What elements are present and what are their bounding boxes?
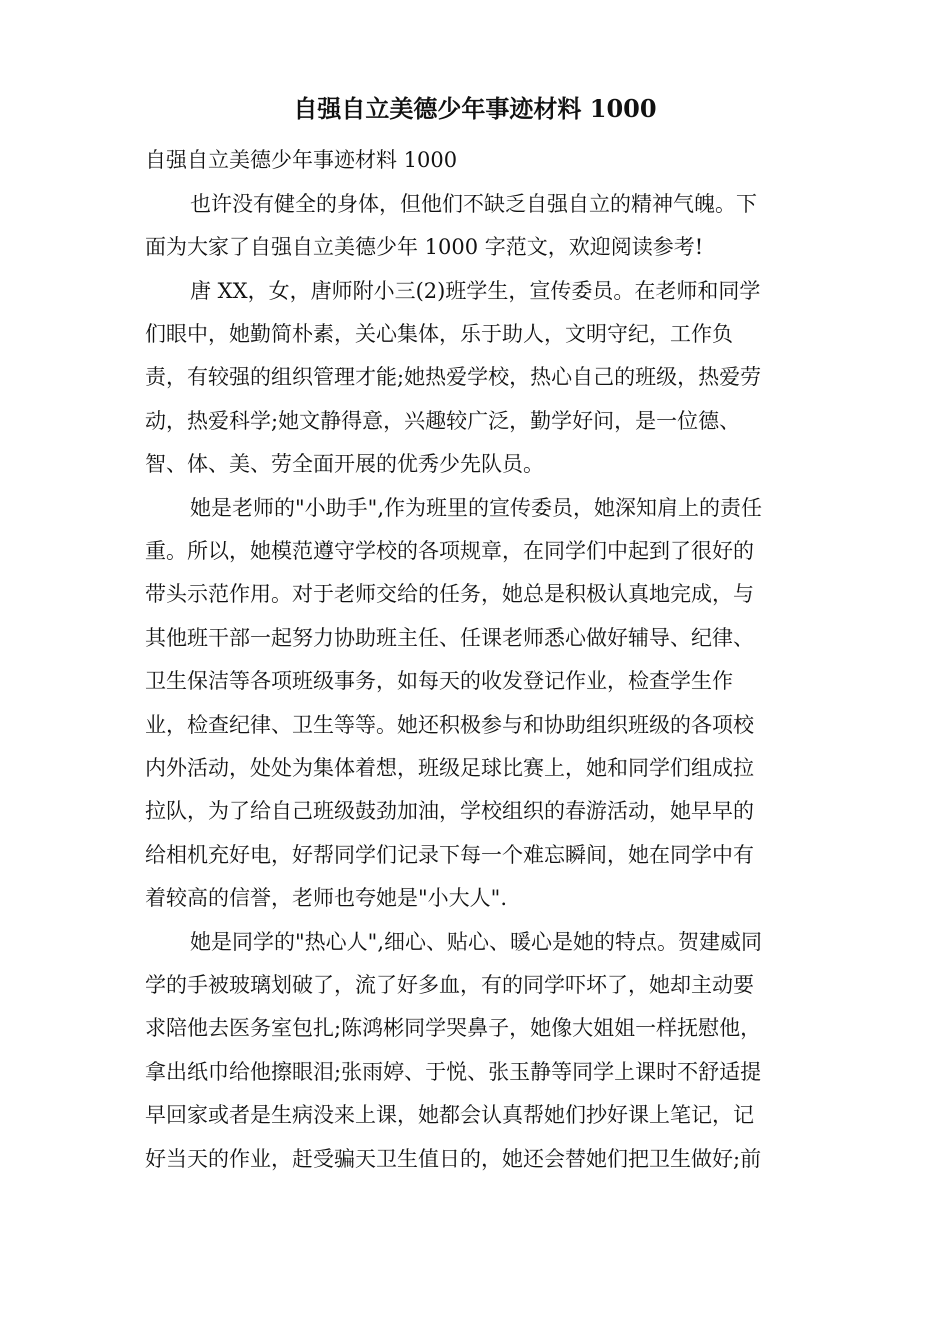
text-line: 责，有较强的组织管理才能;她热爱学校，热心自己的班级，热爱劳 bbox=[145, 365, 762, 389]
document-title: 自强自立美德少年事迹材料 1000 bbox=[293, 94, 657, 123]
text-line: 面为大家了自强自立美德少年 1000 字范文，欢迎阅读参考! bbox=[145, 235, 704, 259]
text-line: 学的手被玻璃划破了，流了好多血，有的同学吓坏了，她却主动要 bbox=[145, 973, 754, 997]
text-line: 拿出纸巾给他擦眼泪;张雨婷、于悦、张玉静等同学上课时不舒适提 bbox=[145, 1060, 762, 1084]
text-line: 着较高的信誉，老师也夸她是"小大人". bbox=[145, 886, 507, 910]
text-line: 内外活动，处处为集体着想，班级足球比赛上，她和同学们组成拉 bbox=[145, 756, 754, 780]
text-line: 卫生保洁等各项班级事务，如每天的收发登记作业，检查学生作 bbox=[145, 669, 733, 693]
text-line: 求陪他去医务室包扎;陈鸿彬同学哭鼻子，她像大姐姐一样抚慰他， bbox=[145, 1016, 762, 1040]
text-line: 早回家或者是生病没来上课，她都会认真帮她们抄好课上笔记，记 bbox=[145, 1103, 754, 1127]
text-line: 重。所以，她模范遵守学校的各项规章，在同学们中起到了很好的 bbox=[145, 539, 754, 563]
text-line: 拉队，为了给自己班级鼓劲加油，学校组织的春游活动，她早早的 bbox=[145, 799, 754, 823]
text-line: 智、体、美、劳全面开展的优秀少先队员。 bbox=[145, 452, 544, 476]
text-line: 们眼中，她勤简朴素，关心集体，乐于助人，文明守纪，工作负 bbox=[145, 322, 733, 346]
text-line: 带头示范作用。对于老师交给的任务，她总是积极认真地完成，与 bbox=[145, 582, 754, 606]
text-line: 她是同学的"热心人",细心、贴心、暖心是她的特点。贺建威同 bbox=[190, 930, 762, 954]
text-line: 业，检查纪律、卫生等等。她还积极参与和协助组织班级的各项校 bbox=[145, 713, 754, 737]
text-line: 她是老师的"小助手",作为班里的宣传委员，她深知肩上的责任 bbox=[190, 496, 762, 520]
text-line: 动，热爱科学;她文静得意，兴趣较广泛，勤学好问，是一位德、 bbox=[145, 409, 741, 433]
text-line: 给相机充好电，好帮同学们记录下每一个难忘瞬间，她在同学中有 bbox=[145, 843, 754, 867]
document-subtitle: 自强自立美德少年事迹材料 1000 bbox=[145, 148, 458, 172]
text-line: 其他班干部一起努力协助班主任、任课老师悉心做好辅导、纪律、 bbox=[145, 626, 754, 650]
text-line: 也许没有健全的身体，但他们不缺乏自强自立的精神气魄。下 bbox=[190, 192, 757, 216]
text-line: 唐 XX，女，唐师附小三(2)班学生，宣传委员。在老师和同学 bbox=[190, 279, 761, 303]
text-line: 好当天的作业，赶受骗天卫生值日的，她还会替她们把卫生做好;前 bbox=[145, 1147, 762, 1171]
